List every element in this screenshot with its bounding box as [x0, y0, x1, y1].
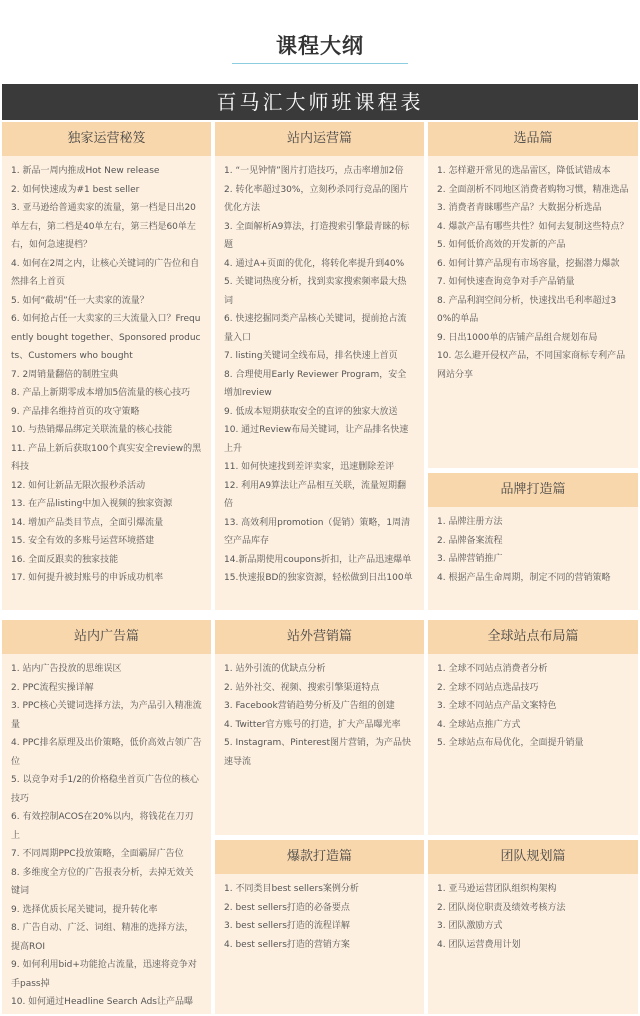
course-item: 2. PPC流程实操详解	[11, 682, 94, 693]
course-item: 6. 快速挖掘同类产品核心关键词，提前抢占流量入口	[224, 314, 407, 343]
course-item: 5. 以竞争对手1/2的价格稳坐首页广告位的核心技巧	[11, 775, 199, 804]
course-item: 10. 与热销爆品绑定关联流量的核心技能	[11, 425, 173, 435]
course-item: 9. 日出1000单的店铺产品组合规划布局	[437, 332, 598, 343]
course-item: 2. best sellers打造的必备要点	[224, 902, 350, 913]
course-item: 14.新品期使用coupons折扣，让产品迅速爆单	[224, 554, 412, 565]
course-item: 1. 新品一周内推成Hot New release	[11, 166, 160, 176]
section-header: 团队规划篇	[428, 840, 638, 874]
course-item: 3. 团队激励方式	[437, 921, 503, 931]
course-item: 9. 低成本短期获取安全的直评的独家大放送	[224, 406, 398, 417]
course-item: 4. best sellers打造的营销方案	[224, 939, 350, 950]
course-item: 3. 全球不同站点产品文案特色	[437, 701, 557, 711]
course-item: 4. Twitter官方账号的打造，扩大产品曝光率	[224, 719, 401, 730]
course-item: 2. 团队岗位职责及绩效考核方法	[437, 902, 566, 913]
section-body	[215, 654, 424, 775]
course-item: 8. 产品利润空间分析，快速找出毛利率超过30%的单品	[437, 295, 617, 324]
course-item: 11. 如何快速找到差评卖家，迅速删除差评	[224, 462, 395, 472]
course-item: 10. 怎么避开侵权产品，不同国家商标专利产品网站分享	[437, 351, 626, 380]
course-item: 1. 全球不同站点消费者分析	[437, 664, 548, 674]
course-item: 15.快速报BD的独家资源，轻松做到日出100单	[224, 573, 413, 583]
section-header: 站外营销篇	[215, 620, 424, 654]
course-item: 1. 站外引流的优缺点分析	[224, 664, 326, 674]
course-item: 2. 转化率超过30%，立刻秒杀同行竞品的图片优化方法	[224, 184, 409, 213]
course-item: 4. 爆款产品有哪些共性？如何去复制这些特点？	[437, 221, 629, 232]
section-offsite-marketing	[215, 620, 424, 835]
course-item: 9. 如何利用bid+功能抢占流量，迅速将竞争对手pass掉	[11, 960, 197, 989]
course-item: 1. 亚马逊运营团队组织构架构	[437, 884, 557, 894]
course-item: 3. 全面解析A9算法，打造搜索引擎最青睐的标题	[224, 221, 410, 250]
course-item: 17. 如何提升被封账号的申诉成功机率	[11, 573, 164, 583]
course-item: 10. 如何通过Headline Search Ads让产品曝	[11, 997, 193, 1007]
course-banner: 百马汇大师班课程表	[2, 84, 638, 120]
course-item: 1. 怎样避开常见的选品雷区，降低试错成本	[437, 166, 611, 176]
course-item: 2. 站外社交、视频、搜索引擎渠道特点	[224, 682, 380, 693]
course-item: 2. 全球不同站点选品技巧	[437, 682, 539, 693]
section-brand-building	[428, 473, 638, 610]
course-item: 8. 多维度全方位的广告报表分析，去掉无效关键词	[11, 867, 194, 896]
section-body	[428, 874, 638, 958]
title-underline	[232, 63, 408, 64]
course-item: 4. 如何在2周之内，让核心关键词的广告位和自然排名上首页	[11, 258, 200, 287]
course-item: 12. 如何让新品无限次报秒杀活动	[11, 480, 146, 491]
course-item: 4. 全球站点推广方式	[437, 719, 521, 730]
course-item: 15. 安全有效的多账号运营环境搭建	[11, 536, 155, 546]
section-onsite-operations	[215, 122, 424, 610]
section-header: 爆款打造篇	[215, 840, 424, 874]
section-header: 品牌打造篇	[428, 473, 638, 507]
course-item: 13. 高效利用promotion（促销）策略，1周清空产品库存	[224, 517, 411, 546]
course-item: 3. Facebook营销趋势分析及广告组的创建	[224, 701, 395, 711]
course-item: 4. 通过A+页面的优化，将转化率提升到40%	[224, 258, 405, 269]
course-item: 7. 如何快速查询竞争对手产品销量	[437, 277, 575, 287]
course-item: 7. listing关键词全线布局，排名快速上首页	[224, 351, 398, 361]
section-body	[428, 654, 638, 757]
course-item: 4. 根据产品生命周期，制定不同的营销策略	[437, 572, 611, 583]
course-item: 7. 不同周期PPC投放策略，全面霸屏广告位	[11, 849, 184, 859]
course-item: 3. PPC核心关键词选择方法，为产品引入精准流量	[11, 701, 202, 730]
section-header: 站内广告篇	[2, 620, 211, 654]
course-item: 1. “一见钟情”图片打造技巧，点击率增加2倍	[224, 166, 404, 176]
course-item: 6. 有效控制ACOS在20%以内，将钱花在刀刃上	[11, 812, 194, 841]
course-item: 5. 全球站点布局优化，全面提升销量	[437, 738, 584, 748]
section-body	[2, 654, 211, 1016]
section-body	[215, 156, 424, 592]
course-item: 4. 团队运营费用计划	[437, 939, 521, 950]
course-item: 6. 如何计算产品现有市场容量，挖掘潜力爆款	[437, 258, 620, 269]
course-item: 3. best sellers打造的流程详解	[224, 921, 350, 931]
course-item: 8. 广告自动、广泛、词组、精准的选择方法，提高ROI	[11, 923, 194, 952]
course-item: 5. 如何低价高效的开发新的产品	[437, 240, 566, 250]
course-item: 1. 站内广告投放的思维误区	[11, 664, 122, 674]
page-title: 课程大纲	[276, 34, 364, 58]
course-item: 7. 2周销量翻倍的制胜宝典	[11, 369, 119, 380]
course-item: 14. 增加产品类目节点，全面引爆流量	[11, 517, 164, 528]
section-bestseller-building	[215, 840, 424, 1014]
section-team-planning	[428, 840, 638, 1014]
course-item: 2. 品牌备案流程	[437, 535, 503, 546]
course-item: 4. PPC排名原理及出价策略，低价高效占领广告位	[11, 738, 202, 767]
section-header: 独家运营秘笈	[2, 122, 211, 156]
course-item: 2. 全面剖析不同地区消费者购物习惯，精准选品	[437, 184, 629, 195]
course-item: 9. 选择优质长尾关键词，提升转化率	[11, 904, 158, 915]
section-header: 站内运营篇	[215, 122, 424, 156]
course-item: 11. 产品上新后获取100个真实安全review的黑科技	[11, 443, 202, 472]
section-body	[215, 874, 424, 958]
course-item: 6. 如何抢占任一大卖家的三大流量入口？Frequently bought together、Sponsored products、Customers who bought	[11, 314, 201, 361]
course-item: 5. 关键词热度分析，找到卖家搜索频率最大热词	[224, 277, 407, 306]
course-item: 3. 品牌营销推广	[437, 554, 503, 564]
course-item: 12. 利用A9算法让产品相互关联，流量短期翻倍	[224, 480, 407, 509]
section-body	[2, 156, 211, 592]
course-item: 5. 如何“截胡”任一大卖家的流量？	[11, 295, 149, 306]
course-item: 3. 消费者青睐哪些产品？大数据分析选品	[437, 203, 602, 213]
course-item: 3. 亚马逊给普通卖家的流量，第一档是日出20单左右，第二档是40单左右，第三档是60单左右，如何急速提档？	[11, 203, 196, 250]
course-item: 16. 全面反跟卖的独家技能	[11, 554, 119, 565]
section-body	[428, 507, 638, 591]
course-item: 13. 在产品listing中加入视频的独家资源	[11, 499, 173, 509]
section-header: 全球站点布局篇	[428, 620, 638, 654]
section-exclusive-secrets	[2, 122, 211, 610]
course-item: 8. 合理使用Early Reviewer Program，安全增加review	[224, 369, 407, 398]
course-item: 1. 品牌注册方法	[437, 517, 503, 527]
section-header: 选品篇	[428, 122, 638, 156]
section-product-selection	[428, 122, 638, 468]
course-item: 10. 通过Review布局关键词，让产品排名快速上升	[224, 425, 409, 454]
course-item: 1. 不同类目best sellers案例分析	[224, 884, 359, 894]
course-item: 9. 产品排名维持首页的攻守策略	[11, 406, 140, 417]
section-global-sites	[428, 620, 638, 835]
section-onsite-ads	[2, 620, 211, 1014]
course-item: 8. 产品上新期零成本增加5倍流量的核心技巧	[11, 388, 191, 398]
course-item: 5. Instagram、Pinterest图片营销，为产品快速导流	[224, 738, 411, 767]
section-body	[428, 156, 638, 388]
course-item: 2. 如何快速成为#1 best seller	[11, 184, 140, 195]
